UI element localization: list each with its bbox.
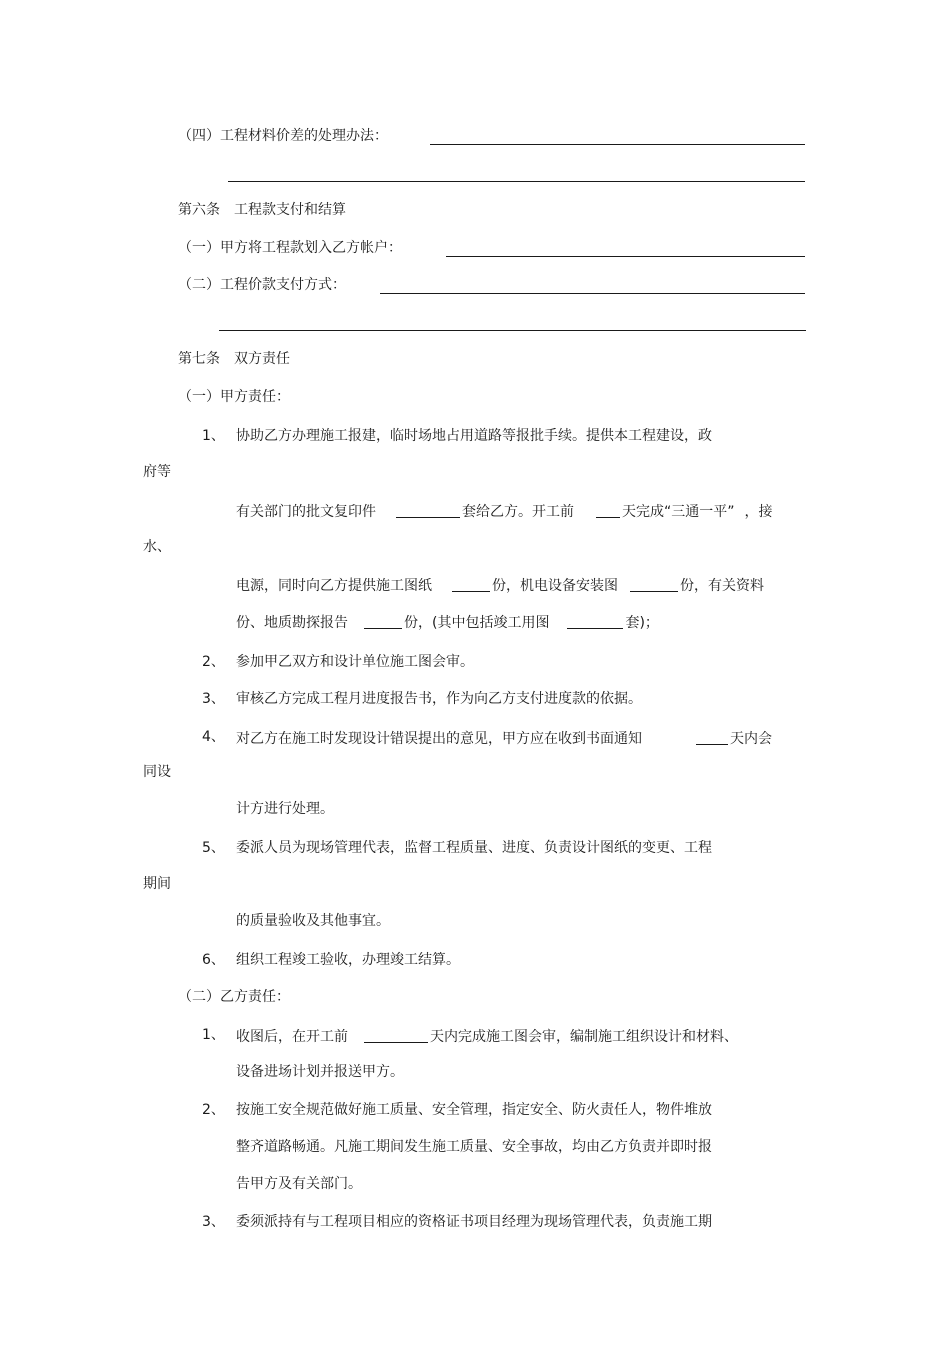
article-6-heading: 第六条 工程款支付和结算 — [178, 202, 346, 218]
blank-line — [228, 181, 805, 182]
blank-line — [219, 330, 806, 331]
blank-line — [452, 577, 490, 592]
party-a-item1-wrap2: 水、 — [143, 539, 171, 555]
item-number: 1、 — [202, 1027, 225, 1043]
party-a-item1-line1: 协助乙方办理施工报建，临时场地占用道路等报批手续。提供本工程建设，政 — [236, 428, 712, 444]
clause-5-4-label: （四）工程材料价差的处理办法： — [178, 128, 388, 144]
item-number: 3、 — [202, 691, 225, 707]
party-a-item6: 组织工程竣工验收，办理竣工结算。 — [236, 952, 460, 968]
party-a-item1-line3: 电源，同时向乙方提供施工图纸 份，机电设备安装图 份，有关资料 — [236, 578, 764, 594]
party-a-item5-line1: 委派人员为现场管理代表，监督工程质量、进度、负责设计图纸的变更、工程 — [236, 840, 712, 856]
party-a-item5-line2: 的质量验收及其他事宜。 — [236, 913, 390, 929]
blank-line — [446, 256, 805, 257]
item-number: 3、 — [202, 1214, 225, 1230]
blank-line — [596, 503, 620, 518]
blank-line — [380, 293, 805, 294]
blank-line — [630, 577, 678, 592]
item-number: 1、 — [202, 428, 225, 444]
item-number: 5、 — [202, 840, 225, 856]
party-b-item2-line1: 按施工安全规范做好施工质量、安全管理，指定安全、防火责任人，物件堆放 — [236, 1102, 712, 1118]
blank-line — [567, 614, 623, 629]
blank-line — [364, 1028, 428, 1043]
blank-line — [696, 730, 728, 745]
party-b-item3-line1: 委须派持有与工程项目相应的资格证书项目经理为现场管理代表，负责施工期 — [236, 1214, 712, 1230]
party-a-item4-line2: 计方进行处理。 — [236, 801, 334, 817]
party-a-item5-wrap: 期间 — [143, 876, 171, 892]
party-b-item2-line3: 告甲方及有关部门。 — [236, 1176, 362, 1192]
party-a-item1-line4: 份、地质勘探报告 份，(其中包括竣工用图 套)； — [236, 615, 659, 631]
item-number: 6、 — [202, 952, 225, 968]
party-a-item4-wrap: 同设 — [143, 764, 171, 780]
party-a-item4-line1: 对乙方在施工时发现设计错误提出的意见，甲方应在收到书面通知 天内会 — [236, 731, 772, 747]
party-a-item2: 参加甲乙双方和设计单位施工图会审。 — [236, 654, 474, 670]
party-b-item2-line2: 整齐道路畅通。凡施工期间发生施工质量、安全事故，均由乙方负责并即时报 — [236, 1139, 712, 1155]
article-7-heading: 第七条 双方责任 — [178, 351, 290, 367]
party-b-item1-line1: 收图后，在开工前 天内完成施工图会审，编制施工组织设计和材料、 — [236, 1029, 738, 1045]
clause-6-1-label: （一）甲方将工程款划入乙方帐户： — [178, 240, 402, 256]
party-a-title: （一）甲方责任： — [178, 389, 290, 405]
item-number: 2、 — [202, 1102, 225, 1118]
party-b-title: （二）乙方责任： — [178, 989, 290, 1005]
blank-line — [396, 503, 460, 518]
clause-6-2-label: （二）工程价款支付方式： — [178, 277, 346, 293]
party-b-item1-line2: 设备进场计划并报送甲方。 — [236, 1064, 404, 1080]
blank-line — [430, 144, 805, 145]
party-a-item1-line2: 有关部门的批文复印件 套给乙方。开工前 天完成“三通一平” ，接 — [236, 504, 773, 520]
blank-line — [364, 614, 402, 629]
party-a-item1-wrap1: 府等 — [143, 464, 171, 480]
party-a-item3: 审核乙方完成工程月进度报告书，作为向乙方支付进度款的依据。 — [236, 691, 642, 707]
item-number: 4、 — [202, 729, 225, 745]
item-number: 2、 — [202, 654, 225, 670]
